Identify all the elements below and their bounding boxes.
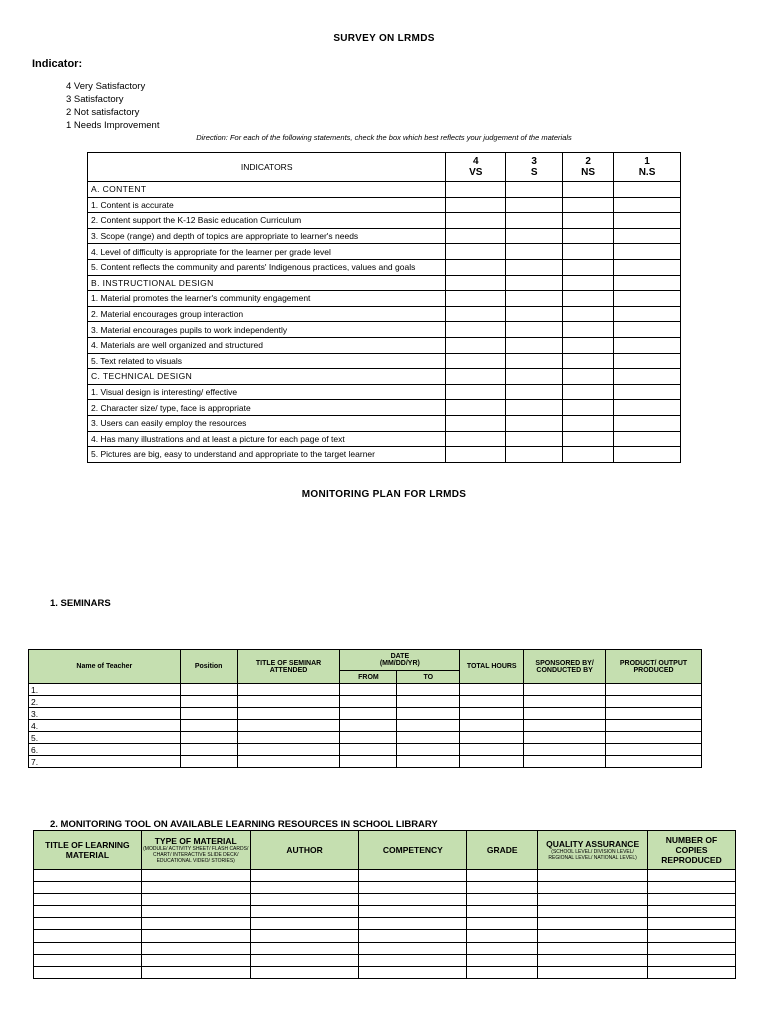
library-cell[interactable] <box>467 966 538 978</box>
seminars-table <box>28 649 702 768</box>
seminar-cell[interactable] <box>606 744 702 756</box>
library-cell[interactable] <box>250 870 359 882</box>
library-cell[interactable] <box>538 930 648 942</box>
rating-checkbox-cell[interactable] <box>506 322 563 338</box>
library-cell[interactable] <box>141 882 250 894</box>
rating-checkbox-cell[interactable] <box>446 197 506 213</box>
seminar-cell[interactable] <box>237 684 340 696</box>
rating-checkbox-cell[interactable] <box>614 291 681 307</box>
rating-checkbox-cell[interactable] <box>446 275 506 291</box>
seminar-cell[interactable] <box>460 696 524 708</box>
library-cell[interactable] <box>648 906 736 918</box>
rating-checkbox-cell[interactable] <box>446 291 506 307</box>
rating-checkbox-cell[interactable] <box>563 228 614 244</box>
rating-checkbox-cell[interactable] <box>614 275 681 291</box>
row-number[interactable]: 5. <box>29 732 181 744</box>
rating-checkbox-cell[interactable] <box>614 415 681 431</box>
library-cell[interactable] <box>34 942 142 954</box>
seminar-row <box>29 720 702 732</box>
rating-checkbox-cell[interactable] <box>563 244 614 260</box>
col-title-of-seminar: TITLE OF SEMINAR ATTENDED <box>237 650 340 684</box>
library-cell[interactable] <box>648 930 736 942</box>
row-number[interactable]: 7. <box>29 756 181 768</box>
seminar-cell[interactable] <box>524 684 606 696</box>
survey-row <box>88 384 681 400</box>
library-cell[interactable] <box>359 894 467 906</box>
seminar-cell[interactable] <box>340 732 397 744</box>
library-table <box>33 830 736 979</box>
seminar-row <box>29 696 702 708</box>
indicator-statement: 1. Visual design is interesting/ effective <box>88 384 446 400</box>
rating-checkbox-cell[interactable] <box>563 197 614 213</box>
library-cell[interactable] <box>467 918 538 930</box>
seminar-cell[interactable] <box>606 756 702 768</box>
col-name-of-teacher: Name of Teacher <box>29 650 181 684</box>
library-row <box>34 930 736 942</box>
seminar-cell[interactable] <box>606 732 702 744</box>
seminar-cell[interactable] <box>180 696 237 708</box>
legend-item: 1 Needs Improvement <box>66 120 160 131</box>
rating-checkbox-cell[interactable] <box>446 244 506 260</box>
library-cell[interactable] <box>250 906 359 918</box>
rating-checkbox-cell[interactable] <box>446 369 506 385</box>
rating-checkbox-cell[interactable] <box>446 447 506 463</box>
survey-row <box>88 415 681 431</box>
rating-checkbox-cell[interactable] <box>614 431 681 447</box>
col-quality-assurance: QUALITY ASSURANCE (SCHOOL LEVEL/ DIVISION LEVEL/ REGIONAL LEVEL/ NATIONAL LEVEL) <box>538 831 648 870</box>
library-cell[interactable] <box>538 954 648 966</box>
rating-checkbox-cell[interactable] <box>446 400 506 416</box>
library-cell[interactable] <box>467 930 538 942</box>
library-row <box>34 906 736 918</box>
rating-checkbox-cell[interactable] <box>563 447 614 463</box>
legend-item: 3 Satisfactory <box>66 94 124 105</box>
rating-checkbox-cell[interactable] <box>446 259 506 275</box>
rating-checkbox-cell[interactable] <box>506 431 563 447</box>
col-author: AUTHOR <box>250 831 359 870</box>
library-cell[interactable] <box>141 894 250 906</box>
rating-checkbox-cell[interactable] <box>614 197 681 213</box>
rating-checkbox-cell[interactable] <box>563 384 614 400</box>
library-cell[interactable] <box>250 894 359 906</box>
rating-checkbox-cell[interactable] <box>506 259 563 275</box>
rating-checkbox-cell[interactable] <box>506 400 563 416</box>
indicator-statement: 3. Scope (range) and depth of topics are appropriate to learner's needs <box>88 228 446 244</box>
seminar-cell[interactable] <box>397 732 460 744</box>
rating-checkbox-cell[interactable] <box>446 415 506 431</box>
library-row <box>34 942 736 954</box>
rating-checkbox-cell[interactable] <box>506 447 563 463</box>
rating-checkbox-cell[interactable] <box>563 431 614 447</box>
rating-checkbox-cell[interactable] <box>563 275 614 291</box>
monitoring-title: MONITORING PLAN FOR LRMDS <box>301 489 467 500</box>
rating-checkbox-cell[interactable] <box>563 415 614 431</box>
row-number[interactable]: 4. <box>29 720 181 732</box>
library-cell[interactable] <box>538 942 648 954</box>
rating-checkbox-cell[interactable] <box>506 244 563 260</box>
rating-header-2: 2 NS <box>563 153 614 182</box>
rating-checkbox-cell[interactable] <box>563 259 614 275</box>
library-row <box>34 966 736 978</box>
seminar-cell[interactable] <box>180 708 237 720</box>
seminars-heading: 1. SEMINARS <box>50 598 111 609</box>
rating-checkbox-cell[interactable] <box>614 400 681 416</box>
library-cell[interactable] <box>359 882 467 894</box>
seminar-cell[interactable] <box>397 684 460 696</box>
rating-checkbox-cell[interactable] <box>506 275 563 291</box>
col-title-of-learning-material: TITLE OF LEARNING MATERIAL <box>34 831 142 870</box>
library-cell[interactable] <box>359 966 467 978</box>
seminar-cell[interactable] <box>397 720 460 732</box>
library-cell[interactable] <box>467 942 538 954</box>
seminar-cell[interactable] <box>340 756 397 768</box>
survey-row <box>88 213 681 229</box>
seminar-cell[interactable] <box>180 744 237 756</box>
seminar-cell[interactable] <box>606 708 702 720</box>
library-cell[interactable] <box>648 882 736 894</box>
seminar-cell[interactable] <box>340 708 397 720</box>
library-cell[interactable] <box>250 942 359 954</box>
survey-row <box>88 275 681 291</box>
indicator-statement: 3. Users can easily employ the resources <box>88 415 446 431</box>
seminar-cell[interactable] <box>524 720 606 732</box>
rating-checkbox-cell[interactable] <box>446 182 506 198</box>
rating-checkbox-cell[interactable] <box>446 228 506 244</box>
library-cell[interactable] <box>359 930 467 942</box>
library-cell[interactable] <box>648 870 736 882</box>
rating-checkbox-cell[interactable] <box>614 213 681 229</box>
indicator-statement: 5. Text related to visuals <box>88 353 446 369</box>
survey-row <box>88 400 681 416</box>
library-cell[interactable] <box>648 966 736 978</box>
seminar-cell[interactable] <box>460 732 524 744</box>
library-cell[interactable] <box>467 882 538 894</box>
library-row <box>34 918 736 930</box>
rating-checkbox-cell[interactable] <box>446 384 506 400</box>
indicator-statement: 4. Materials are well organized and structured <box>88 337 446 353</box>
rating-checkbox-cell[interactable] <box>563 322 614 338</box>
seminar-cell[interactable] <box>606 720 702 732</box>
rating-header-3: 3 S <box>506 153 563 182</box>
indicators-header: INDICATORS <box>88 153 446 182</box>
rating-checkbox-cell[interactable] <box>563 306 614 322</box>
survey-row <box>88 369 681 385</box>
rating-checkbox-cell[interactable] <box>614 447 681 463</box>
indicator-legend <box>66 80 159 132</box>
rating-checkbox-cell[interactable] <box>614 337 681 353</box>
library-cell[interactable] <box>467 954 538 966</box>
row-number[interactable]: 3. <box>29 708 181 720</box>
seminar-cell[interactable] <box>397 756 460 768</box>
rating-checkbox-cell[interactable] <box>506 182 563 198</box>
rating-checkbox-cell[interactable] <box>506 306 563 322</box>
survey-row <box>88 322 681 338</box>
seminar-cell[interactable] <box>524 708 606 720</box>
library-row <box>34 894 736 906</box>
library-cell[interactable] <box>141 942 250 954</box>
rating-checkbox-cell[interactable] <box>614 306 681 322</box>
rating-checkbox-cell[interactable] <box>563 291 614 307</box>
rating-checkbox-cell[interactable] <box>506 291 563 307</box>
rating-checkbox-cell[interactable] <box>614 228 681 244</box>
library-row <box>34 882 736 894</box>
survey-row <box>88 197 681 213</box>
survey-row <box>88 228 681 244</box>
library-cell[interactable] <box>250 954 359 966</box>
indicator-statement: C. TECHNICAL DESIGN <box>88 369 446 385</box>
indicator-statement: 1. Content is accurate <box>88 197 446 213</box>
library-cell[interactable] <box>538 906 648 918</box>
library-cell[interactable] <box>250 882 359 894</box>
indicator-statement: 4. Has many illustrations and at least a picture for each page of text <box>88 431 446 447</box>
seminar-cell[interactable] <box>460 684 524 696</box>
col-sponsored-by: SPONSORED BY/ CONDUCTED BY <box>524 650 606 684</box>
seminar-cell[interactable] <box>237 744 340 756</box>
seminar-cell[interactable] <box>180 732 237 744</box>
survey-row <box>88 306 681 322</box>
survey-row <box>88 244 681 260</box>
library-cell[interactable] <box>648 918 736 930</box>
row-number[interactable]: 2. <box>29 696 181 708</box>
col-type-of-material: TYPE OF MATERIAL (MODULE/ ACTIVITY SHEET/ FLASH CARDS/ CHART/ INTERACTIVE SLIDE DECK/ EDUCATIONAL VIDEO/ STORIES) <box>141 831 250 870</box>
seminar-cell[interactable] <box>397 696 460 708</box>
rating-checkbox-cell[interactable] <box>506 415 563 431</box>
library-cell[interactable] <box>141 918 250 930</box>
library-cell[interactable] <box>250 966 359 978</box>
col-competency: COMPETENCY <box>359 831 467 870</box>
library-cell[interactable] <box>359 942 467 954</box>
library-cell[interactable] <box>34 870 142 882</box>
indicator-statement: 3. Material encourages pupils to work independently <box>88 322 446 338</box>
rating-checkbox-cell[interactable] <box>506 228 563 244</box>
library-cell[interactable] <box>648 894 736 906</box>
indicator-statement: 4. Level of difficulty is appropriate for the learner per grade level <box>88 244 446 260</box>
direction-text: Direction: For each of the following statements, check the box which best reflects your judgement of the materials <box>196 133 572 142</box>
survey-row <box>88 337 681 353</box>
seminar-cell[interactable] <box>340 720 397 732</box>
seminar-cell[interactable] <box>524 732 606 744</box>
survey-row <box>88 182 681 198</box>
rating-checkbox-cell[interactable] <box>506 337 563 353</box>
seminar-cell[interactable] <box>340 696 397 708</box>
indicator-statement: 5. Content reflects the community and parents' Indigenous practices, values and goals <box>88 259 446 275</box>
rating-checkbox-cell[interactable] <box>506 384 563 400</box>
col-date-from: FROM <box>340 671 397 684</box>
indicator-statement: 2. Content support the K-12 Basic education Curriculum <box>88 213 446 229</box>
legend-item: 4 Very Satisfactory <box>66 81 146 92</box>
library-cell[interactable] <box>467 894 538 906</box>
rating-checkbox-cell[interactable] <box>614 353 681 369</box>
rating-checkbox-cell[interactable] <box>563 182 614 198</box>
indicator-statement: 5. Pictures are big, easy to understand and appropriate to the target learner <box>88 447 446 463</box>
seminar-cell[interactable] <box>524 744 606 756</box>
library-cell[interactable] <box>467 870 538 882</box>
seminar-row <box>29 684 702 696</box>
library-cell[interactable] <box>141 966 250 978</box>
rating-header-1: 1 N.S <box>614 153 681 182</box>
rating-checkbox-cell[interactable] <box>614 244 681 260</box>
rating-checkbox-cell[interactable] <box>506 369 563 385</box>
library-cell[interactable] <box>141 930 250 942</box>
col-position: Position <box>180 650 237 684</box>
col-date-to: TO <box>397 671 460 684</box>
row-number[interactable]: 6. <box>29 744 181 756</box>
indicator-statement: A. CONTENT <box>88 182 446 198</box>
rating-checkbox-cell[interactable] <box>614 369 681 385</box>
library-cell[interactable] <box>538 894 648 906</box>
seminar-cell[interactable] <box>524 756 606 768</box>
rating-checkbox-cell[interactable] <box>506 197 563 213</box>
col-grade: GRADE <box>467 831 538 870</box>
seminar-cell[interactable] <box>460 708 524 720</box>
col-product-output: PRODUCT/ OUTPUT PRODUCED <box>606 650 702 684</box>
seminar-cell[interactable] <box>180 684 237 696</box>
library-cell[interactable] <box>538 870 648 882</box>
library-cell[interactable] <box>34 930 142 942</box>
library-cell[interactable] <box>141 870 250 882</box>
survey-row <box>88 353 681 369</box>
library-cell[interactable] <box>648 954 736 966</box>
seminar-cell[interactable] <box>180 756 237 768</box>
seminar-cell[interactable] <box>237 756 340 768</box>
seminar-cell[interactable] <box>606 696 702 708</box>
library-cell[interactable] <box>648 942 736 954</box>
rating-checkbox-cell[interactable] <box>446 431 506 447</box>
library-cell[interactable] <box>538 966 648 978</box>
col-total-hours: TOTAL HOURS <box>460 650 524 684</box>
survey-title: SURVEY ON LRMDS <box>333 33 435 44</box>
library-cell[interactable] <box>250 918 359 930</box>
library-cell[interactable] <box>359 918 467 930</box>
indicator-statement: B. INSTRUCTIONAL DESIGN <box>88 275 446 291</box>
library-cell[interactable] <box>359 954 467 966</box>
survey-table <box>87 152 681 463</box>
rating-checkbox-cell[interactable] <box>563 353 614 369</box>
library-row <box>34 870 736 882</box>
seminar-cell[interactable] <box>180 720 237 732</box>
library-cell[interactable] <box>141 906 250 918</box>
seminar-row <box>29 708 702 720</box>
indicator-statement: 1. Material promotes the learner's community engagement <box>88 291 446 307</box>
seminar-row <box>29 756 702 768</box>
col-date: DATE (MM/DD/YR) <box>340 650 460 671</box>
indicator-statement: 2. Character size/ type, face is appropriate <box>88 400 446 416</box>
seminar-cell[interactable] <box>237 696 340 708</box>
seminar-cell[interactable] <box>460 744 524 756</box>
seminar-cell[interactable] <box>237 732 340 744</box>
survey-row <box>88 447 681 463</box>
seminar-cell[interactable] <box>606 684 702 696</box>
seminar-cell[interactable] <box>397 744 460 756</box>
seminar-cell[interactable] <box>340 744 397 756</box>
seminar-cell[interactable] <box>524 696 606 708</box>
rating-checkbox-cell[interactable] <box>614 182 681 198</box>
legend-item: 2 Not satisfactory <box>66 107 140 118</box>
seminar-cell[interactable] <box>237 708 340 720</box>
rating-header-4: 4 VS <box>446 153 506 182</box>
survey-row <box>88 259 681 275</box>
library-cell[interactable] <box>359 906 467 918</box>
survey-row <box>88 431 681 447</box>
rating-checkbox-cell[interactable] <box>506 213 563 229</box>
library-cell[interactable] <box>467 906 538 918</box>
rating-checkbox-cell[interactable] <box>614 322 681 338</box>
library-cell[interactable] <box>538 918 648 930</box>
indicator-heading: Indicator: <box>32 58 83 70</box>
seminar-cell[interactable] <box>460 720 524 732</box>
seminar-row <box>29 732 702 744</box>
library-row <box>34 954 736 966</box>
seminar-cell[interactable] <box>340 684 397 696</box>
survey-row <box>88 291 681 307</box>
rating-checkbox-cell[interactable] <box>446 337 506 353</box>
library-cell[interactable] <box>34 966 142 978</box>
library-cell[interactable] <box>34 906 142 918</box>
library-cell[interactable] <box>34 894 142 906</box>
library-cell[interactable] <box>538 882 648 894</box>
rating-checkbox-cell[interactable] <box>563 369 614 385</box>
rating-checkbox-cell[interactable] <box>614 384 681 400</box>
library-cell[interactable] <box>34 918 142 930</box>
seminar-cell[interactable] <box>237 720 340 732</box>
library-cell[interactable] <box>34 954 142 966</box>
library-heading: 2. MONITORING TOOL ON AVAILABLE LEARNING RESOURCES IN SCHOOL LIBRARY <box>50 819 438 830</box>
seminar-cell[interactable] <box>460 756 524 768</box>
rating-checkbox-cell[interactable] <box>614 259 681 275</box>
rating-checkbox-cell[interactable] <box>446 353 506 369</box>
library-cell[interactable] <box>359 870 467 882</box>
rating-checkbox-cell[interactable] <box>446 322 506 338</box>
rating-checkbox-cell[interactable] <box>563 337 614 353</box>
row-number[interactable]: 1. <box>29 684 181 696</box>
library-cell[interactable] <box>34 882 142 894</box>
col-number-of-copies: NUMBER OF COPIES REPRODUCED <box>648 831 736 870</box>
rating-checkbox-cell[interactable] <box>446 306 506 322</box>
rating-checkbox-cell[interactable] <box>563 213 614 229</box>
rating-checkbox-cell[interactable] <box>446 213 506 229</box>
seminar-cell[interactable] <box>397 708 460 720</box>
rating-checkbox-cell[interactable] <box>563 400 614 416</box>
library-cell[interactable] <box>250 930 359 942</box>
library-cell[interactable] <box>141 954 250 966</box>
seminar-row <box>29 744 702 756</box>
indicator-statement: 2. Material encourages group interaction <box>88 306 446 322</box>
rating-checkbox-cell[interactable] <box>506 353 563 369</box>
